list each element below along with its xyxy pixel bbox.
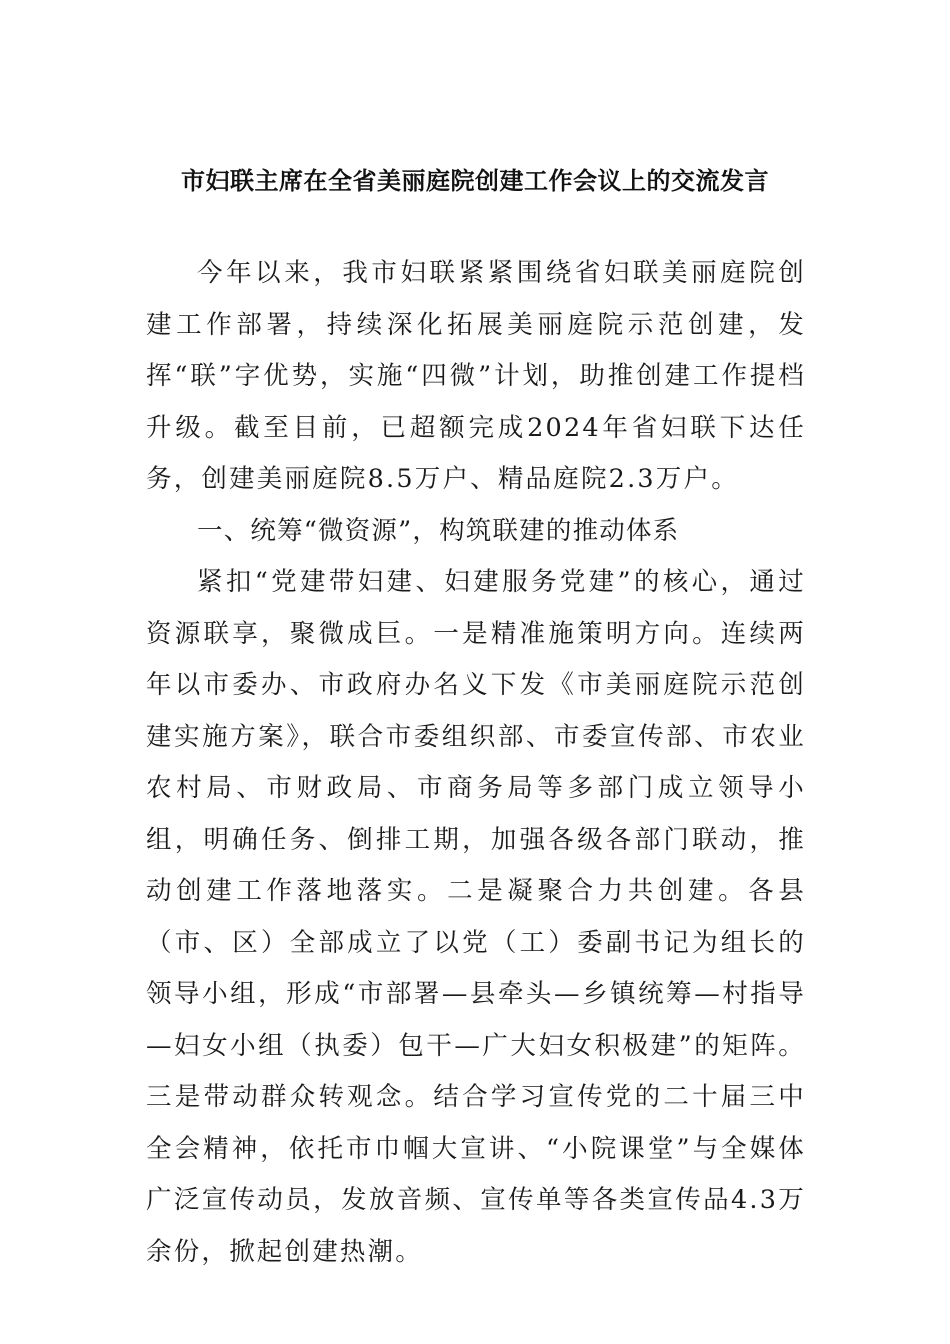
document-title: 市妇联主席在全省美丽庭院创建工作会议上的交流发言 [181, 166, 769, 195]
document-body [146, 248, 806, 1278]
intro-paragraph: 今年以来，我市妇联紧紧围绕省妇联美丽庭院创建工作部署，持续深化拓展美丽庭院示范创建，发挥“联”字优势，实施“四微”计划，助推创建工作提档升级。截至目前，已超额完成2024年省妇联下达任务，创建美丽庭院8.5万户、精品庭院2.3万户。 [146, 258, 806, 494]
section-paragraph: 紧扣“党建带妇建、妇建服务党建”的核心，通过资源联享，聚微成巨。一是精准施策明方向。连续两年以市委办、市政府办名义下发《市美丽庭院示范创建实施方案》，联合市委组织部、市委宣传部、市农业农村局、市财政局、市商务局等多部门成立领导小组，明确任务、倒排工期，加强各级各部门联动，推动创建工作落地落实。二是凝聚合力共创建。各县（市、区）全部成立了以党（工）委副书记为组长的领导小组，形成“市部署—县牵头—乡镇统筹—村指导—妇女小组（执委）包干—广大妇女积极建”的矩阵。三是带动群众转观念。结合学习宣传党的二十届三中全会精神，依托市巾帼大宣讲、“小院课堂”与全媒体广泛宣传动员，发放音频、宣传单等各类宣传品4.3万余份，掀起创建热潮。 [146, 567, 806, 1267]
section-heading: 一、统筹“微资源”，构筑联建的推动体系 [197, 515, 680, 546]
